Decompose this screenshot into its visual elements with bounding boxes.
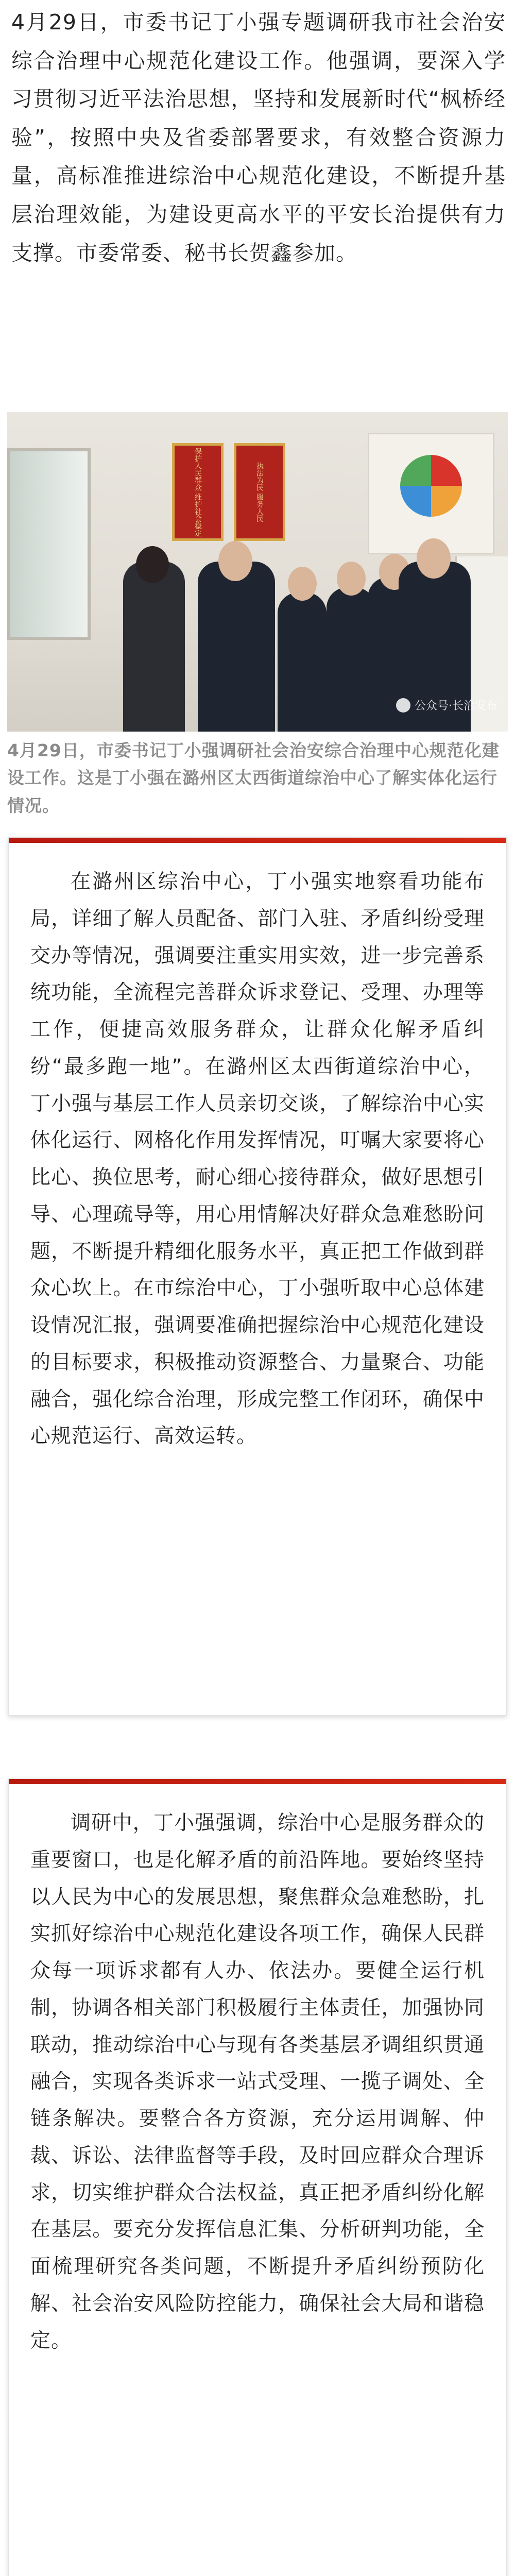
watermark-text: 公众号·长治发布 (415, 700, 497, 713)
person-head (218, 541, 252, 581)
content-card-1 (8, 837, 507, 1716)
person-head (337, 562, 366, 596)
person (278, 592, 327, 732)
person (123, 562, 185, 732)
window (7, 448, 91, 640)
photo-caption: 4月29日，市委书记丁小强调研社会治安综合治理中心规范化建设工作。这是丁小强在潞州区太西街道综治中心了解实体化运行情况。 (7, 740, 500, 816)
heart-poster (368, 433, 494, 554)
intro-paragraph: 4月29日，市委书记丁小强专题调研我市社会治安综合治理中心规范化建设工作。他强调，要深入学习贯彻习近平法治思想，坚持和发展新时代“枫桥经验”，按照中央及省委部署要求，有效整合资源力量，高标准推进综治中心规范化建设，不断提升基层治理效能，为建设更高水平的平安长治提供有力支撑。市委常委、秘书长贺鑫参加。 (11, 10, 506, 265)
person (198, 562, 275, 732)
person-head (417, 538, 451, 579)
red-plaque-left: 保护人民群众 维护社会稳定 (172, 443, 224, 541)
card-accent-bar (9, 1779, 506, 1784)
photo-watermark (396, 697, 497, 713)
person-head (288, 567, 317, 601)
wechat-logo-icon (396, 698, 410, 713)
card-paragraph: 在潞州区综治中心，丁小强实地察看功能布局，详细了解人员配备、部门入驻、矛盾纠纷受理交办等情况，强调要注重实用实效，进一步完善系统功能，全流程完善群众诉求登记、受理、办理等工作，便捷高效服务群众，让群众化解矛盾纠纷“最多跑一地”。在潞州区太西街道综治中心，丁小强与基层工作人员亲切交谈，了解综治中心实体化运行、网格化作用发挥情况，叮嘱大家要将心比心、换位思考，耐心细心接待群众，做好思想引导、心理疏导等，用心用情解决好群众急难愁盼问题，不断提升精细化服务水平，真正把工作做到群众心坎上。在市综治中心，丁小强听取中心总体建设情况汇报，强调要准确把握综治中心规范化建设的目标要求，积极推动资源整合、力量聚合、功能融合，强化综合治理，形成完整工作闭环，确保中心规范运行、高效运转。 (30, 870, 485, 1448)
card-paragraph: 调研中，丁小强强调，综治中心是服务群众的重要窗口，也是化解矛盾的前沿阵地。要始终坚持以人民为中心的发展思想，聚焦群众急难愁盼，扎实抓好综治中心规范化建设各项工作，确保人民群众每一项诉求都有人办、依法办。要健全运行机制，协调各相关部门积极履行主体责任，加强协同联动，推动综治中心与现有各类基层矛调组织贯通融合，实现各类诉求一站式受理、一揽子调处、全链条解决。要整合各方资源，充分运用调解、仲裁、诉讼、法律监督等手段，及时回应群众合理诉求，切实维护群众合法权益，真正把矛盾纠纷化解在基层。要充分发挥信息汇集、分析研判功能，全面梳理研究各类问题，不断提升矛盾纠纷预防化解、社会治安风险防控能力，确保社会大局和谐稳定。 (30, 1811, 485, 2352)
red-plaque-right: 执法为民 服务人民 (234, 443, 285, 541)
card-accent-bar (9, 838, 506, 843)
person-head (136, 546, 169, 583)
content-card-2 (8, 1778, 507, 2576)
heart-logo-icon (400, 455, 462, 517)
news-photo (7, 412, 508, 732)
